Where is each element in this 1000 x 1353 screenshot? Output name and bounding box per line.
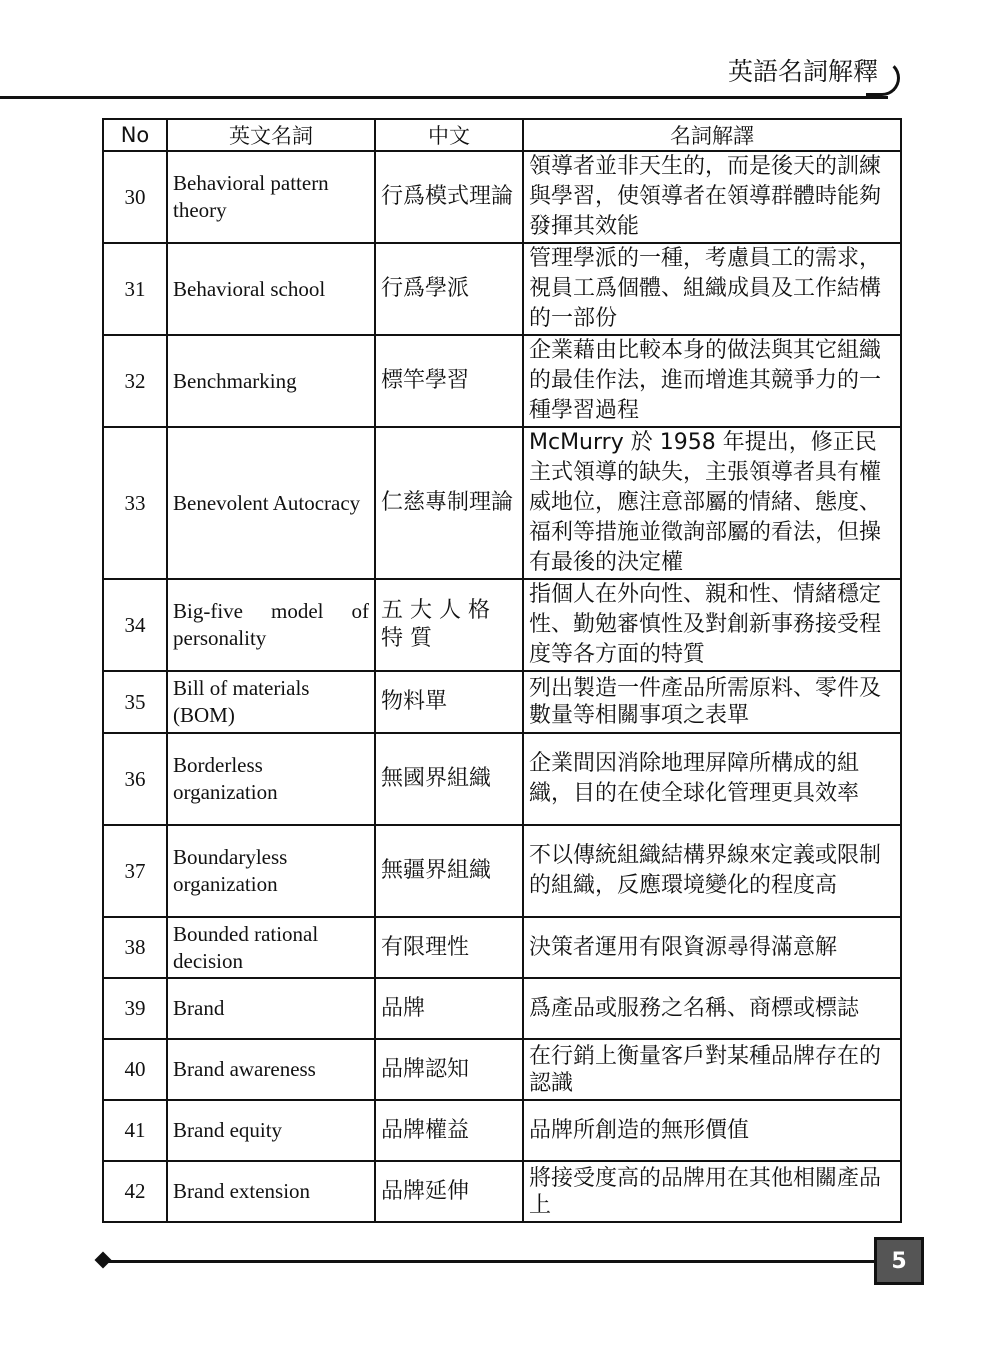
table-row <box>103 1161 901 1222</box>
english-term: Borderless organization <box>167 733 375 825</box>
definition: 在行銷上衡量客戶對某種品牌存在的認識 <box>523 1039 901 1100</box>
definition: 指個人在外向性、親和性、情緒穩定性、勤勉審慎性及對創新事務接受程度等各方面的特質 <box>523 579 901 671</box>
column-header-definition: 名詞解譯 <box>523 119 901 151</box>
row-number: 30 <box>103 151 167 243</box>
table-row <box>103 825 901 917</box>
row-number: 32 <box>103 335 167 427</box>
definition: 列出製造一件產品所需原料、零件及數量等相關事項之表單 <box>523 671 901 733</box>
table-row <box>103 427 901 579</box>
english-term: Big-five model of personality <box>167 579 375 671</box>
table-row <box>103 917 901 978</box>
column-header-english-term: 英文名詞 <box>167 119 375 151</box>
row-number: 39 <box>103 978 167 1039</box>
page-number: 5 <box>874 1237 924 1285</box>
table-row <box>103 671 901 733</box>
definition: McMurry 於 1958 年提出，修正民主式領導的缺失，主張領導者具有權威地位，應注意部屬的情緒、態度、福利等措施並徵詢部屬的看法，但操有最後的決定權 <box>523 427 901 579</box>
chinese-term: 行爲學派 <box>375 243 523 335</box>
row-number: 42 <box>103 1161 167 1222</box>
row-number: 41 <box>103 1100 167 1161</box>
table-row <box>103 579 901 671</box>
chinese-term: 品牌認知 <box>375 1039 523 1100</box>
english-term: Bill of materials (BOM) <box>167 671 375 733</box>
definition: 企業間因消除地理屏障所構成的組織，目的在使全球化管理更具效率 <box>523 733 901 825</box>
table-row <box>103 243 901 335</box>
row-number: 34 <box>103 579 167 671</box>
row-number: 37 <box>103 825 167 917</box>
chinese-term: 品牌權益 <box>375 1100 523 1161</box>
glossary-table <box>102 118 902 1223</box>
header-rule-curve <box>866 60 900 96</box>
chinese-term: 有限理性 <box>375 917 523 978</box>
english-term: Boundaryless organization <box>167 825 375 917</box>
table-row <box>103 733 901 825</box>
chinese-term: 標竿學習 <box>375 335 523 427</box>
section-title: 英語名詞解釋 <box>727 57 878 86</box>
chinese-term: 無疆界組織 <box>375 825 523 917</box>
definition: 不以傳統組織結構界線來定義或限制的組織，反應環境變化的程度高 <box>523 825 901 917</box>
chinese-term: 品牌 <box>375 978 523 1039</box>
table-row <box>103 1039 901 1100</box>
table-row <box>103 1100 901 1161</box>
english-term: Bounded rational decision <box>167 917 375 978</box>
chinese-term: 行爲模式理論 <box>375 151 523 243</box>
english-term: Behavioral pattern theory <box>167 151 375 243</box>
table-row <box>103 978 901 1039</box>
chinese-term: 五大人格特質 <box>375 579 523 671</box>
english-term: Brand <box>167 978 375 1039</box>
footer-rule <box>106 1260 876 1263</box>
table-row <box>103 335 901 427</box>
definition: 將接受度高的品牌用在其他相關產品上 <box>523 1161 901 1222</box>
english-term: Brand extension <box>167 1161 375 1222</box>
header-rule <box>0 96 888 99</box>
column-header-chinese: 中文 <box>375 119 523 151</box>
english-term: Brand awareness <box>167 1039 375 1100</box>
row-number: 35 <box>103 671 167 733</box>
row-number: 33 <box>103 427 167 579</box>
english-term: Behavioral school <box>167 243 375 335</box>
english-term: Benchmarking <box>167 335 375 427</box>
chinese-term: 品牌延伸 <box>375 1161 523 1222</box>
table-header-row <box>103 119 901 151</box>
english-term: Brand equity <box>167 1100 375 1161</box>
definition: 品牌所創造的無形價值 <box>523 1100 901 1161</box>
chinese-term: 無國界組織 <box>375 733 523 825</box>
definition: 領導者並非天生的，而是後天的訓練與學習，使領導者在領導群體時能夠發揮其效能 <box>523 151 901 243</box>
definition: 企業藉由比較本身的做法與其它組織的最佳作法，進而增進其競爭力的一種學習過程 <box>523 335 901 427</box>
table-row <box>103 151 901 243</box>
definition: 決策者運用有限資源尋得滿意解 <box>523 917 901 978</box>
definition: 管理學派的一種，考慮員工的需求，視員工爲個體、組織成員及工作結構的一部份 <box>523 243 901 335</box>
row-number: 31 <box>103 243 167 335</box>
chinese-term: 物料單 <box>375 671 523 733</box>
chinese-term: 仁慈專制理論 <box>375 427 523 579</box>
row-number: 40 <box>103 1039 167 1100</box>
column-header-no: No <box>103 119 167 151</box>
definition: 爲產品或服務之名稱、商標或標誌 <box>523 978 901 1039</box>
english-term: Benevolent Autocracy <box>167 427 375 579</box>
row-number: 36 <box>103 733 167 825</box>
row-number: 38 <box>103 917 167 978</box>
